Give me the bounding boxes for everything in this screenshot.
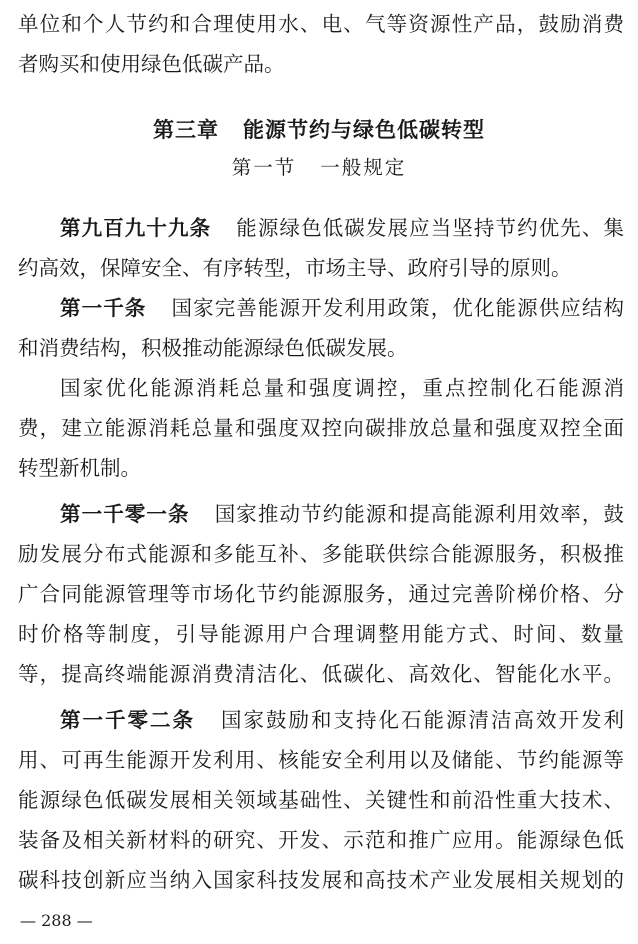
article-1000-p2-line-2: 费，建立能源消耗总量和强度双控向碳排放总量和强度双控全面 [18,416,624,440]
article-1002-line-1 [18,700,624,740]
article-1000-p2-line-3: 转型新机制。 [18,456,141,480]
article-999-line-1 [18,208,624,248]
article-1000-label: 第一千条 [60,296,147,320]
chapter-number: 第三章 [153,118,219,142]
article-999-text-1: 能源绿色低碳发展应当坚持节约优先、集 [235,216,625,240]
section-title: 一般规定 [320,156,407,179]
article-1001-line-3: 广合同能源管理等市场化节约能源服务，通过完善阶梯价格、分 [18,582,624,606]
article-1001-label: 第一千零一条 [60,502,190,526]
article-1002-line-2: 用、可再生能源开发利用、核能安全利用以及储能、节约能源等 [18,748,624,772]
article-1001-line-5: 等，提高终端能源消费清洁化、低碳化、高效化、智能化水平。 [18,662,624,686]
intro-line-1: 单位和个人节约和合理使用水、电、气等资源性产品，鼓励消费 [18,12,624,36]
section-number: 第一节 [231,156,297,179]
intro-line-2: 者购买和使用绿色低碳产品。 [18,52,285,76]
article-1000-line-1 [18,288,624,328]
article-1000-p2-line-1: 国家优化能源消耗总量和强度调控，重点控制化石能源消 [60,376,624,400]
article-1002-line-5: 碳科技创新应当纳入国家科技发展和高技术产业发展相关规划的 [18,868,624,892]
article-1001-line-2: 励发展分布式能源和多能互补、多能联供综合能源服务，积极推 [18,542,624,566]
chapter-title: 能源节约与绿色低碳转型 [243,118,485,142]
article-1001-line-1 [18,494,624,534]
article-999-label: 第九百九十九条 [60,216,212,240]
article-1001-text-1: 国家推动节约能源和提高能源利用效率，鼓 [213,502,625,526]
article-1001-line-4: 时价格等制度，引导能源用户合理调整用能方式、时间、数量 [18,622,624,646]
article-1000-text-1: 国家完善能源开发利用政策，优化能源供应结构 [170,296,625,320]
article-1002-text-1: 国家鼓励和支持化石能源清洁高效开发利 [219,708,624,732]
article-1002-line-4: 装备及相关新材料的研究、开发、示范和推广应用。能源绿色低 [18,828,624,852]
article-1002-label: 第一千零二条 [60,708,195,732]
article-1002-line-3: 能源绿色低碳发展相关领域基础性、关键性和前沿性重大技术、 [18,788,624,812]
page-number: — 288 — [20,911,93,930]
section-heading [0,150,638,186]
article-1000-line-2: 和消费结构，积极推动能源绿色低碳发展。 [18,336,408,360]
article-999-line-2: 约高效，保障安全、有序转型，市场主导、政府引导的原则。 [18,256,572,280]
chapter-heading [0,110,638,150]
